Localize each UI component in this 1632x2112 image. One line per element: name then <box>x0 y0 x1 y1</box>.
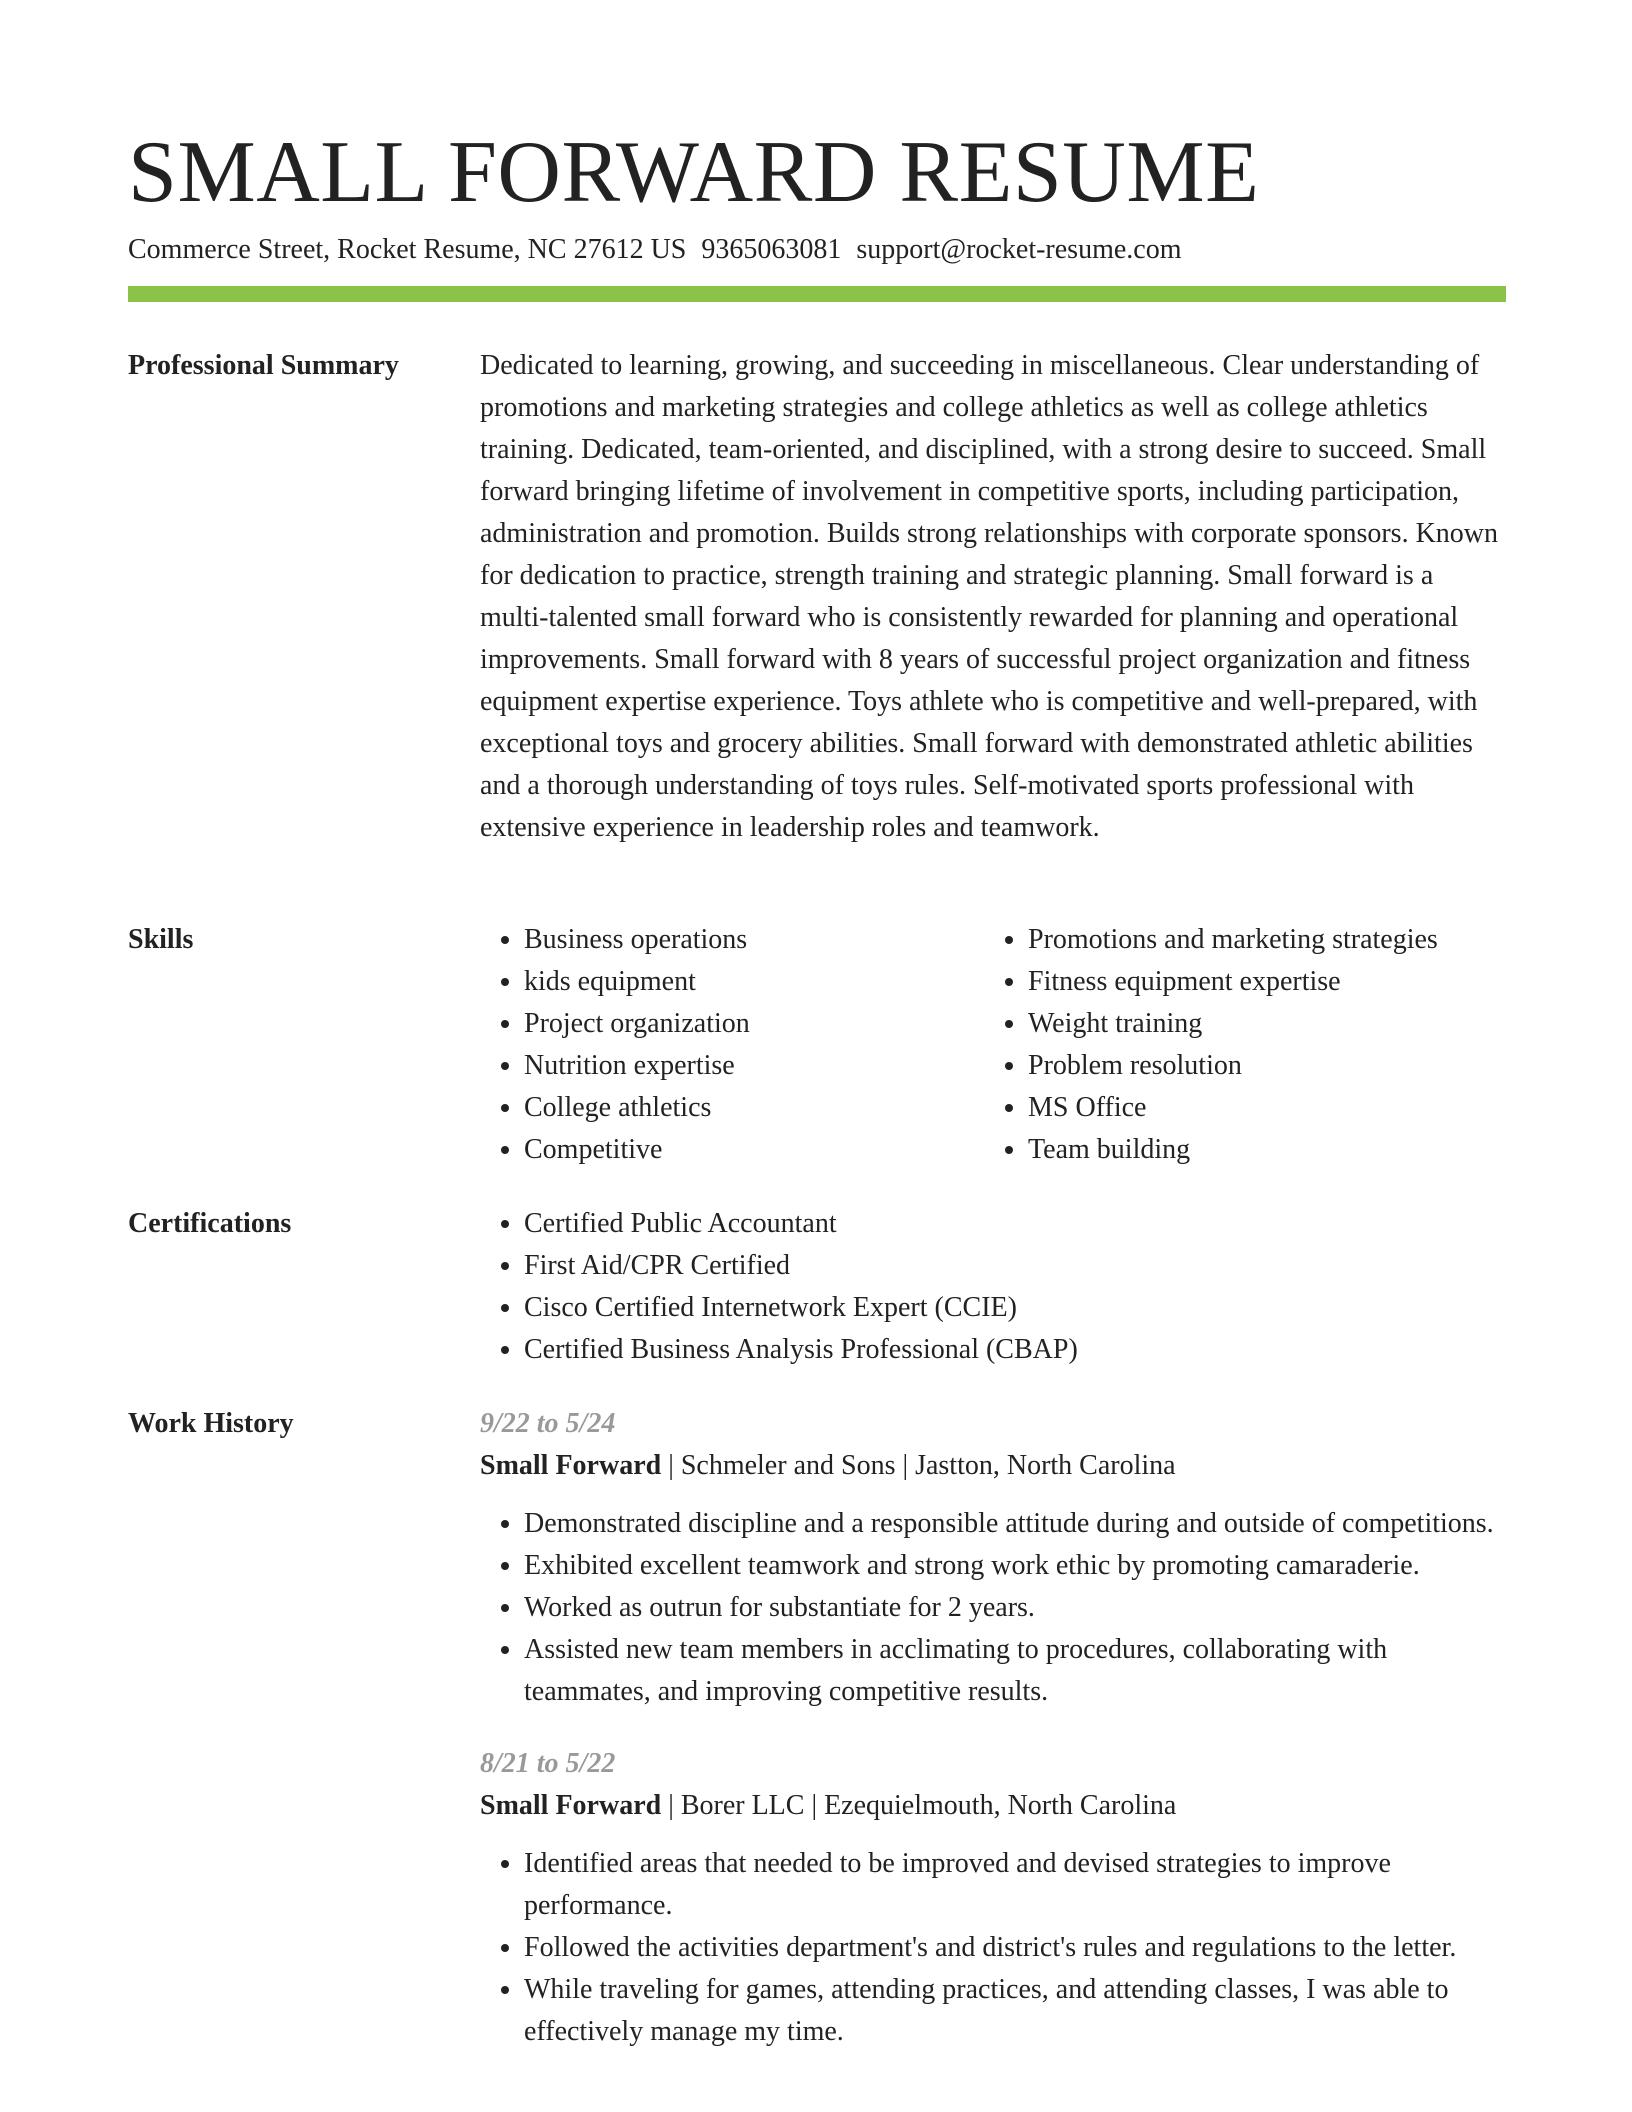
skills-grid <box>480 919 1506 1171</box>
skill-item: • MS Office <box>1028 1087 1488 1129</box>
job-dates: 8/21 to 5/22 <box>480 1748 616 1779</box>
skill-item: • Project organization <box>524 1003 984 1045</box>
skill-item: • Business operations <box>524 919 984 961</box>
job-header <box>480 1785 1506 1827</box>
certification-item: • Cisco Certified Internetwork Expert (CCIE) <box>524 1287 1506 1329</box>
job-title: Small Forward <box>480 1450 662 1481</box>
job-header <box>480 1445 1506 1487</box>
email: support@rocket-resume.com <box>856 234 1182 265</box>
job-details: | Borer LLC | Ezequielmouth, North Carolina <box>661 1790 1177 1821</box>
skill-item: • Nutrition expertise <box>524 1045 984 1087</box>
skills-list-right <box>984 919 1488 1171</box>
summary-heading: Professional Summary <box>128 350 399 381</box>
certification-item: • Certified Public Accountant <box>524 1203 1506 1245</box>
job-bullet: • Demonstrated discipline and a responsible attitude during and outside of competitions. <box>524 1503 1506 1545</box>
job-bullets <box>480 1843 1506 2053</box>
job-bullet: • Identified areas that needed to be improved and devised strategies to improve performance. <box>524 1843 1506 1927</box>
certifications-heading: Certifications <box>128 1208 292 1239</box>
job-details: | Schmeler and Sons | Jastton, North Carolina <box>661 1450 1176 1481</box>
summary-body <box>480 345 1506 849</box>
skill-item: • kids equipment <box>524 961 984 1003</box>
skills-column-right <box>984 919 1488 1171</box>
job-bullet: • Assisted new team members in acclimating to procedures, collaborating with teammates, and improving competitive results. <box>524 1629 1506 1713</box>
certification-item: • Certified Business Analysis Professional (CBAP) <box>524 1329 1506 1371</box>
skill-item: • Promotions and marketing strategies <box>1028 919 1488 961</box>
certifications-list <box>480 1203 1506 1371</box>
certification-item: • First Aid/CPR Certified <box>524 1245 1506 1287</box>
certifications-body <box>480 1203 1506 1371</box>
job-bullet: • Exhibited excellent teamwork and strong work ethic by promoting camaraderie. <box>524 1545 1506 1587</box>
skills-column-left <box>480 919 984 1171</box>
skills-heading: Skills <box>128 924 194 955</box>
work-history-heading: Work History <box>128 1408 294 1439</box>
skill-item: • Competitive <box>524 1129 984 1171</box>
job-title: Small Forward <box>480 1790 662 1821</box>
work-history-body <box>480 1403 1506 2053</box>
job-bullet: • Worked as outrun for substantiate for 2 years. <box>524 1587 1506 1629</box>
skill-item: • Weight training <box>1028 1003 1488 1045</box>
job-bullet: • While traveling for games, attending practices, and attending classes, I was able to effectively manage my time. <box>524 1969 1506 2053</box>
job-dates: 9/22 to 5/24 <box>480 1408 616 1439</box>
skill-item: • College athletics <box>524 1087 984 1129</box>
job-entry <box>480 1403 1506 1713</box>
job-entry <box>480 1743 1506 2053</box>
job-bullet: • Followed the activities department's and district's rules and regulations to the letter. <box>524 1927 1506 1969</box>
job-bullets <box>480 1503 1506 1713</box>
skills-body <box>480 919 1506 1171</box>
address: Commerce Street, Rocket Resume, NC 27612 US <box>128 234 687 265</box>
header-divider <box>128 286 1506 302</box>
skills-list-left <box>480 919 984 1171</box>
skill-item: • Fitness equipment expertise <box>1028 961 1488 1003</box>
contact-line <box>128 232 1182 268</box>
resume-title: SMALL FORWARD RESUME <box>128 124 1260 221</box>
phone: 9365063081 <box>701 234 842 265</box>
skill-item: • Team building <box>1028 1129 1488 1171</box>
summary-text: Dedicated to learning, growing, and succeeding in miscellaneous. Clear understanding of promotions and marketing strategies and college athletics as well as college athletics training. Dedicated, team-oriented, and disciplined, with a strong desire to succeed. Small forward bringing lifetime of involvement in competitive sports, including participation, administration and promotion. Builds strong relationships with corporate sponsors. Known for dedication to practice, strength training and strategic planning. Small forward is a multi-talented small forward who is consistently rewarded for planning and operational improvements. Small forward with 8 years of successful project organization and fitness equipment expertise experience. Toys athlete who is competitive and well-prepared, with exceptional toys and grocery abilities. Small forward with demonstrated athletic abilities and a thorough understanding of toys rules. Self-motivated sports professional with extensive experience in leadership roles and teamwork. <box>480 350 1499 843</box>
skill-item: • Problem resolution <box>1028 1045 1488 1087</box>
